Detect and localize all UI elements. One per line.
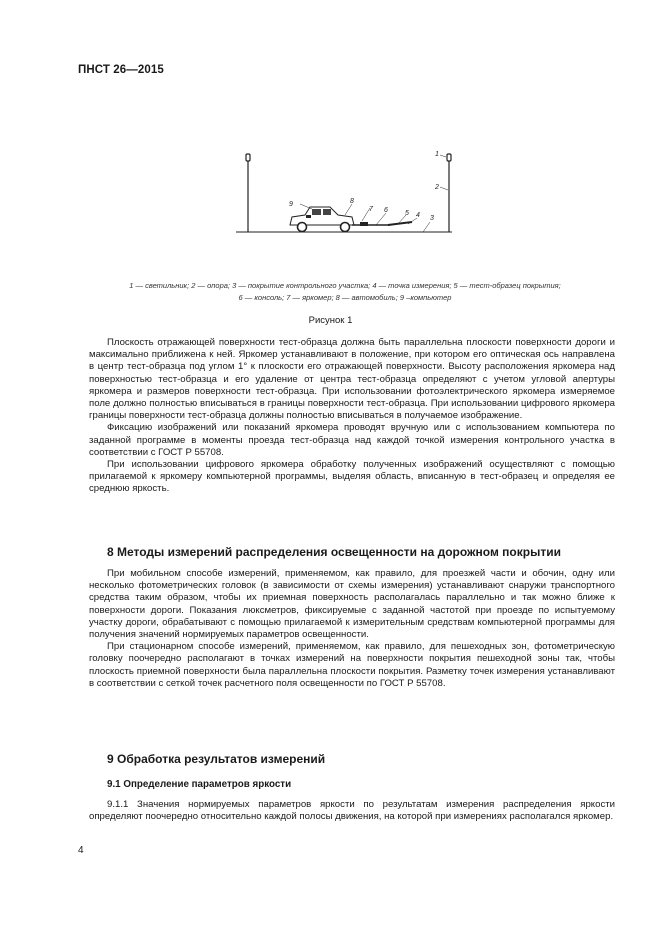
figure-label-5: 5 [405,210,409,217]
figure-caption: Рисунок 1 [308,315,353,326]
luminance-meter-icon [360,222,368,226]
figure-label-6: 6 [384,207,388,214]
paragraph: При стационарном способе измерений, применяемом, как правило, для пешеходных зон, фотометрическую головку поочередно располагают в точках измерений на поверхности покрытия пешеходной зоны так, чтобы плоскость приемной поверхности была параллельна плоскости покрытия. Разметку точек измерения устанавливают в соответствии с сеткой точек расчетного поля освещенности по ГОСТ Р 55708. [89,641,615,689]
figure-label-9: 9 [289,201,293,208]
figure-label-2: 2 [435,184,439,191]
section-9-heading: 9 Обработка результатов измерений [107,752,326,766]
measurement-scheme-figure [230,145,470,245]
section-9-1-heading: 9.1 Определение параметров яркости [107,779,292,790]
paragraph: 9.1.1 Значения нормируемых параметров яркости по результатам измерения распределения яркости определяют поочередно относительно каждой полосы движения, на которой при измерениях располагался яркомер. [89,799,615,823]
paragraphs-top [89,337,615,496]
page-number: 4 [78,845,84,856]
figure-legend-line-1: 1 — светильник; 2 — опора; 3 — покрытие контрольного участка; 4 — точка измерения; 5 — тест-образец покрытия; [129,281,561,290]
figure-label-3: 3 [430,215,434,222]
paragraph: Фиксацию изображений или показаний яркомера проводят вручную или с использованием компьютера по заданной программе в моменты проезда тест-образца над каждой точкой измерения контрольного участка в соответствии с ГОСТ Р 55708. [89,422,615,458]
document-header: ПНСТ 26—2015 [78,64,164,76]
section-8-heading: 8 Методы измерений распределения освещенности на дорожном покрытии [107,545,561,559]
paragraph: При использовании цифрового яркомера обработку полученных изображений осуществляют с помощью прилагаемой к яркомеру компьютерной программы, выделяя область, вписанную в тест-образец и определяя ее среднюю яркость. [89,459,615,495]
section-8-body [89,568,615,690]
right-luminaire [447,154,451,161]
figure-label-8: 8 [350,198,354,205]
computer-icon [306,215,311,218]
left-luminaire [246,154,250,161]
figure-label-7: 7 [369,206,373,213]
figure-label-4: 4 [416,212,420,219]
figure-legend-line-2: 6 — консоль; 7 — яркомер; 8 — автомобиль; 9 –компьютер [238,293,452,302]
figure-label-1: 1 [435,151,439,158]
paragraph: Плоскость отражающей поверхности тест-образца должна быть параллельна плоскости поверхности дороги и максимально приближена к ней. Яркомер устанавливают в положение, при котором его оптическая ось направлена в центр тест-образца под углом 1° к плоскости его отражающей поверхности. Высоту расположения яркомера над поверхностью тест-образца и его удаление от центра тест-образца определяют с учетом угловой апертуры яркомера и размеров поверхности тест-образца. При использовании фотоэлектрического яркомера измеряемое поле должно полностью вписываться в границы поверхности тест-образца. При использовании цифрового яркомера границы поверхности тест-образца должны полностью вписываться в получаемое изображение. [89,337,615,422]
car-icon [290,207,354,232]
section-9-1-body [89,799,615,823]
paragraph: При мобильном способе измерений, применяемом, как правило, для проезжей части и обочин, одну или несколько фотометрических головок (в зависимости от схемы измерения) устанавливают снаружи транспортного средства таким образом, чтобы их приемная поверхность располагалась параллельно и так можно ближе к поверхности дороги. Показания люксметров, фиксируемые с заданной частотой при проезде по испытуемому участку дороги, обрабатывают с помощью прилагаемой к измерительным средствам компьютерной программы для получения значений нормируемых параметров освещенности. [89,568,615,641]
